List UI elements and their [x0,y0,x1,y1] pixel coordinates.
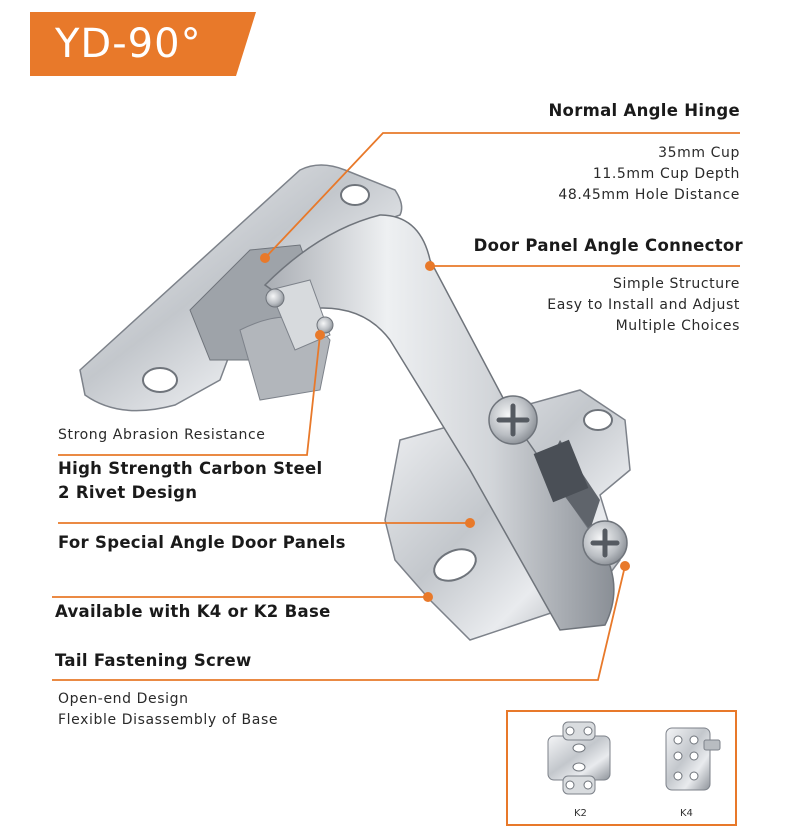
normal-angle-hinge-details [558,143,740,206]
base-options-box [506,710,737,826]
product-title: YD-90° [55,21,202,67]
carbon-steel-heading [58,457,322,505]
carbon-steel-line: High Strength Carbon Steel [58,459,323,478]
k2-base-image [548,722,610,794]
door-panel-connector-details [547,274,740,337]
base-images [508,712,735,824]
flexible-disassembly: Flexible Disassembly of Base [58,712,279,728]
k4-label: K4 [680,808,693,819]
hole-distance: 48.45mm Hole Distance [558,187,740,203]
special-angle-heading: For Special Angle Door Panels [58,533,346,552]
door-panel-connector-heading: Door Panel Angle Connector [473,236,743,255]
k2-label: K2 [574,808,587,819]
normal-angle-hinge-heading: Normal Angle Hinge [548,101,740,120]
open-end-design: Open-end Design [58,691,189,707]
tail-screw-heading: Tail Fastening Screw [55,651,252,670]
abrasion-resistance-text: Strong Abrasion Resistance [58,427,266,443]
easy-install: Easy to Install and Adjust [547,297,740,313]
k4-base-image [666,728,720,790]
base-option-heading: Available with K4 or K2 Base [55,602,331,621]
cup-size: 35mm Cup [658,145,740,161]
rivet-design-line: 2 Rivet Design [58,483,198,502]
multiple-choices: Multiple Choices [615,318,740,334]
cup-depth: 11.5mm Cup Depth [592,166,740,182]
simple-structure: Simple Structure [613,276,740,292]
tail-screw-details [58,689,278,731]
